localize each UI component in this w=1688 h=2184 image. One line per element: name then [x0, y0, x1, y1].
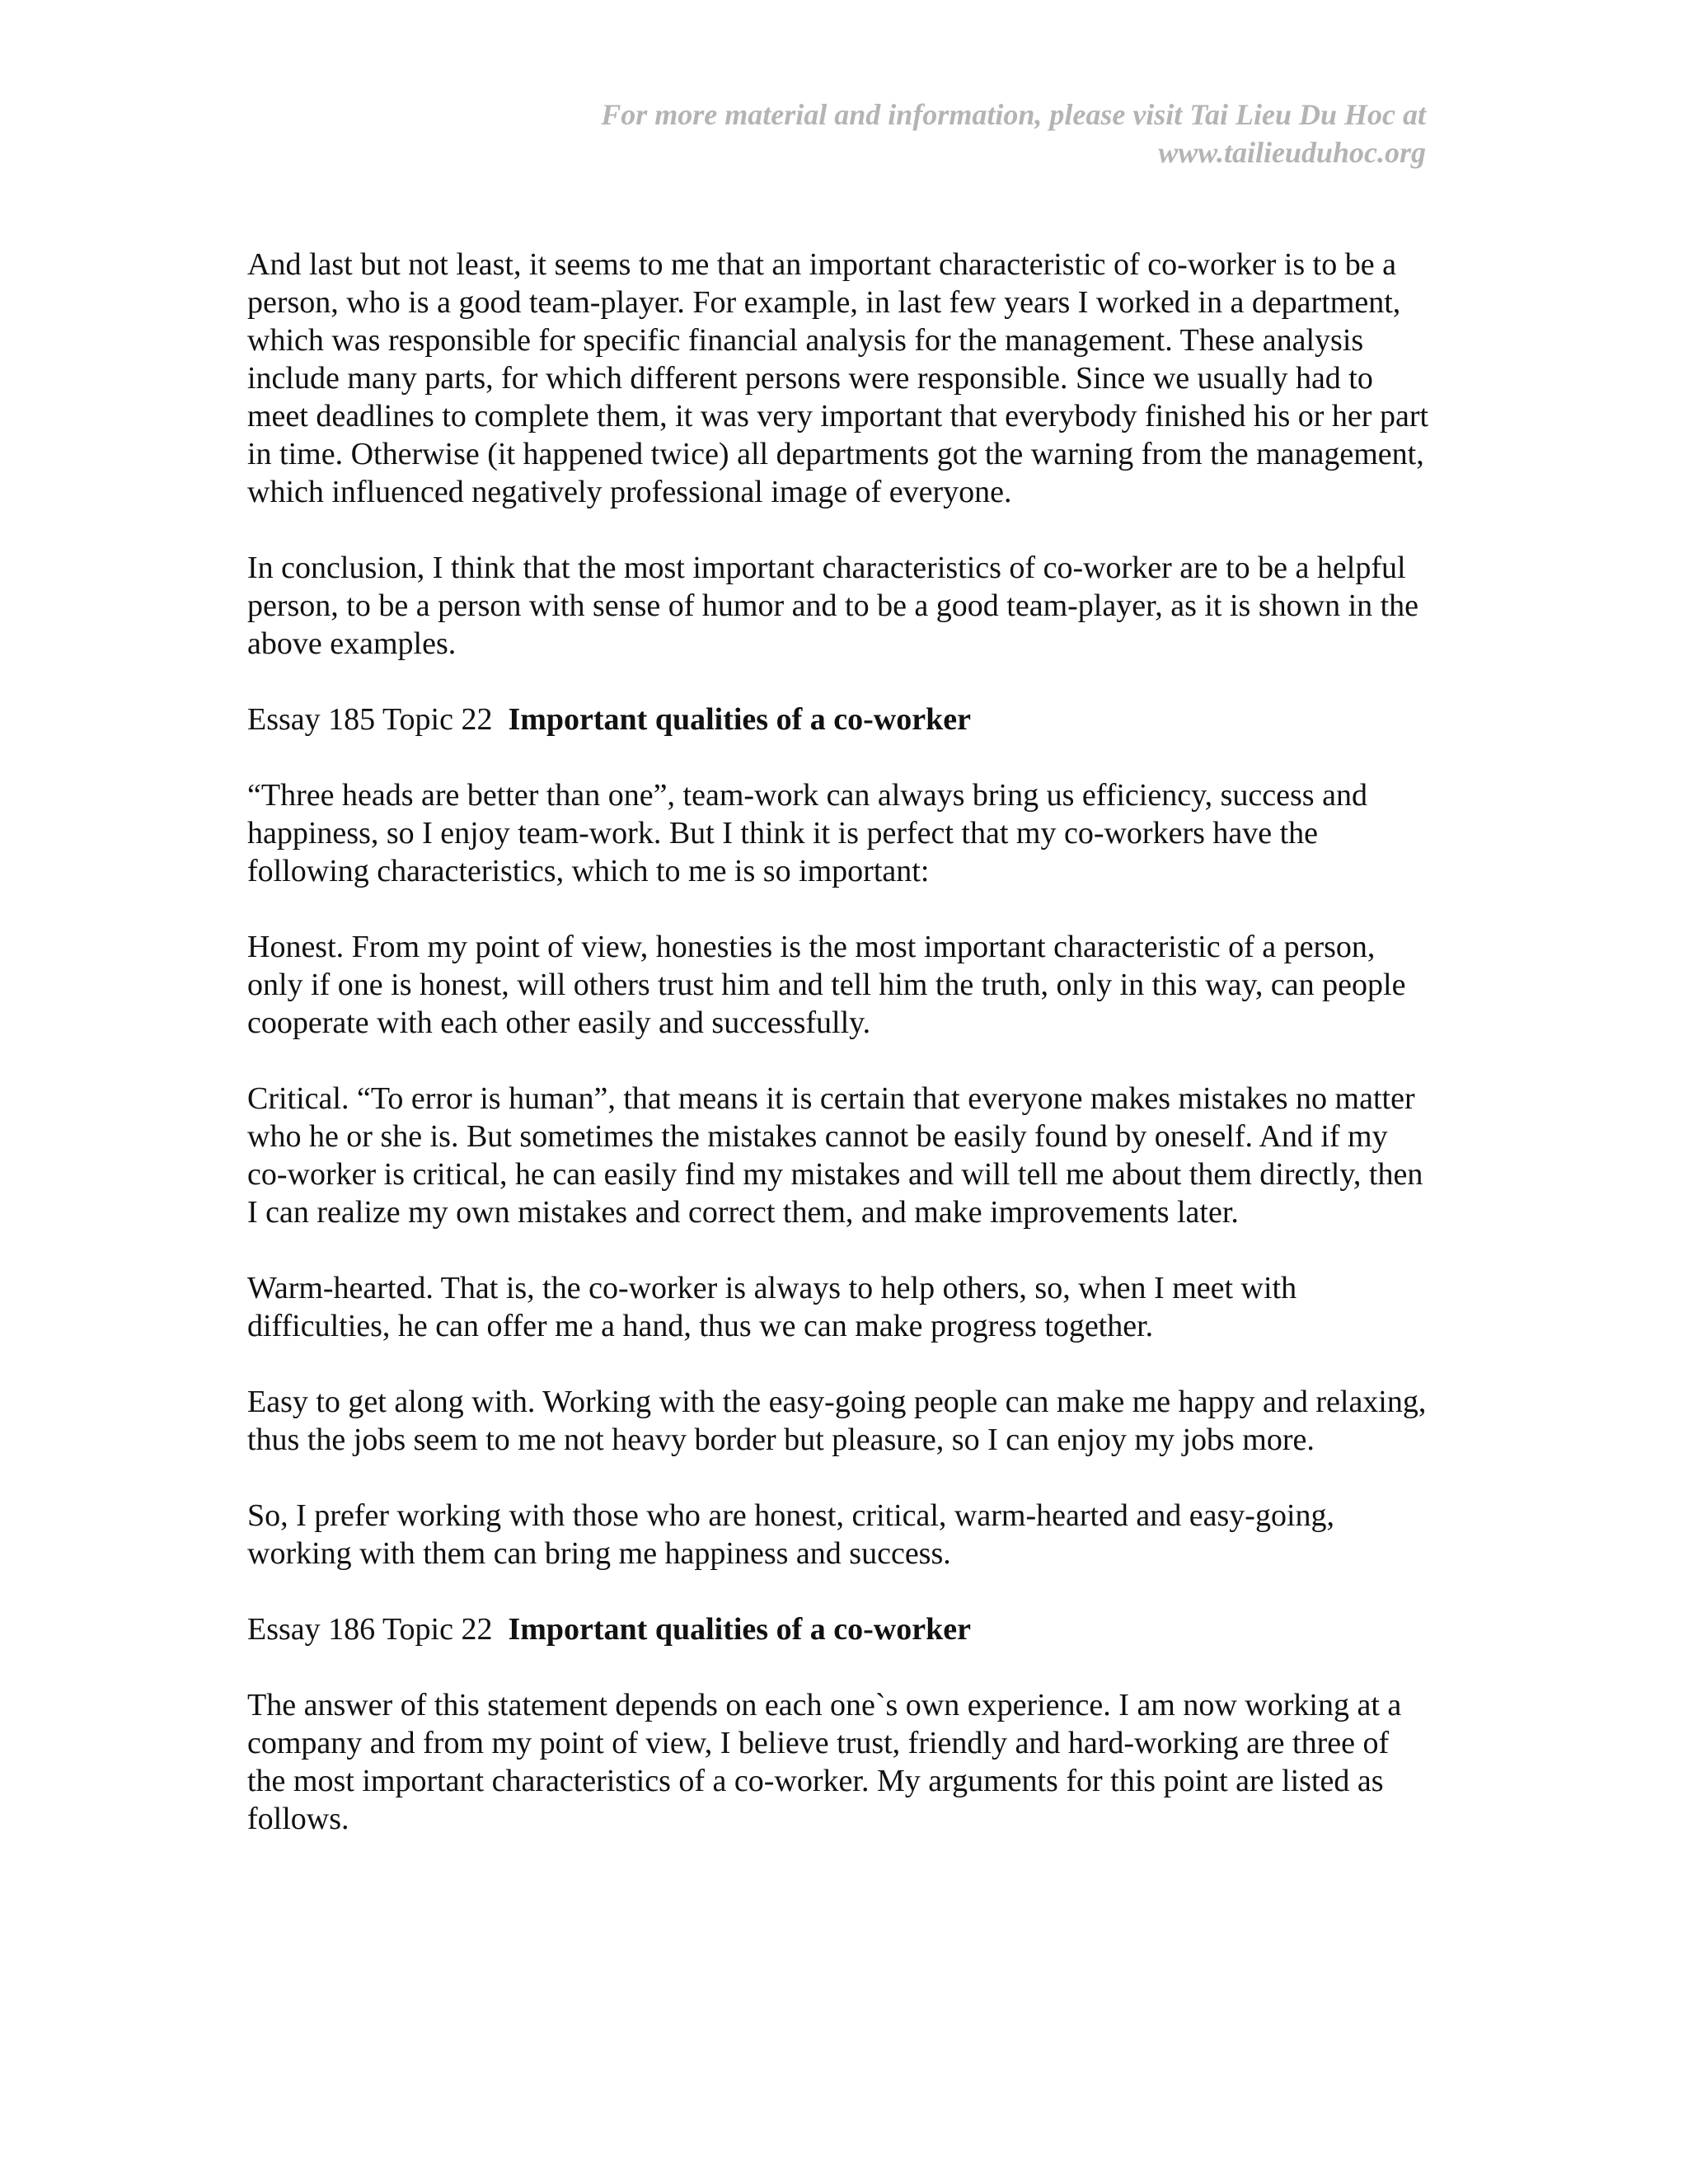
essay-185-label: Essay 185 Topic 22 — [247, 702, 493, 737]
paragraph-warm-hearted: Warm-hearted. That is, the co-worker is always to help others, so, when I meet with difficulties, he can offer me a hand, thus we can make progress together. — [247, 1271, 1297, 1343]
paragraph-prefer: So, I prefer working with those who are honest, critical, warm-hearted and easy-going, working with them can bring me happiness and success. — [247, 1498, 1335, 1571]
essay-186-title: Important qualities of a co-worker — [508, 1612, 971, 1647]
paragraph-honest: Honest. From my point of view, honesties is the most important characteristic of a person, only if one is honest, will others trust him and tell him the truth, only in this way, can people cooperate with each other easily and successfully. — [247, 930, 1406, 1040]
essay-185-heading — [247, 701, 1434, 738]
header-url: www.tailieuduhoc.org — [1158, 136, 1426, 169]
header-line-1: For more material and information, please visit Tai Lieu Du Hoc at — [601, 98, 1426, 131]
essay-186-heading — [247, 1610, 1434, 1648]
paragraph-critical: Critical. “To error is human”, that means it is certain that everyone makes mistakes no matter who he or she is. But sometimes the mistakes cannot be easily found by oneself. And if my co-worker is critical, he can easily find my mistakes and will tell me about them directly, then I can realize my own mistakes and correct them, and make improvements later. — [247, 1081, 1423, 1230]
page-header — [354, 96, 1426, 171]
paragraph-team-player: And last but not least, it seems to me that an important characteristic of co-worker is to be a person, who is a good team-player. For example, in last few years I worked in a department, which was responsible for specific financial analysis for the management. These analysis include many parts, for which different persons were responsible. Since we usually had to meet deadlines to complete them, it was very important that everybody finished his or her part in time. Otherwise (it happened twice) all departments got the warning from the management, which influenced negatively professional image of everyone. — [247, 247, 1429, 509]
paragraph-three-heads: “Three heads are better than one”, team-work can always bring us efficiency, success and happiness, so I enjoy team-work. But I think it is perfect that my co-workers have the following characteristics, which to me is so important: — [247, 778, 1367, 888]
essay-186-label: Essay 186 Topic 22 — [247, 1612, 493, 1647]
paragraph-conclusion: In conclusion, I think that the most important characteristics of co-worker are to be a helpful person, to be a person with sense of humor and to be a good team-player, as it is shown in the above examples. — [247, 551, 1419, 661]
document-body — [247, 246, 1434, 1876]
paragraph-answer: The answer of this statement depends on each one`s own experience. I am now working at a company and from my point of view, I believe trust, friendly and hard-working are three of the most important characteristics of a co-worker. My arguments for this point are listed as follows. — [247, 1688, 1402, 1836]
essay-185-title: Important qualities of a co-worker — [508, 702, 971, 737]
paragraph-easy-going: Easy to get along with. Working with the easy-going people can make me happy and relaxing, thus the jobs seem to me not heavy border but pleasure, so I can enjoy my jobs more. — [247, 1385, 1427, 1457]
